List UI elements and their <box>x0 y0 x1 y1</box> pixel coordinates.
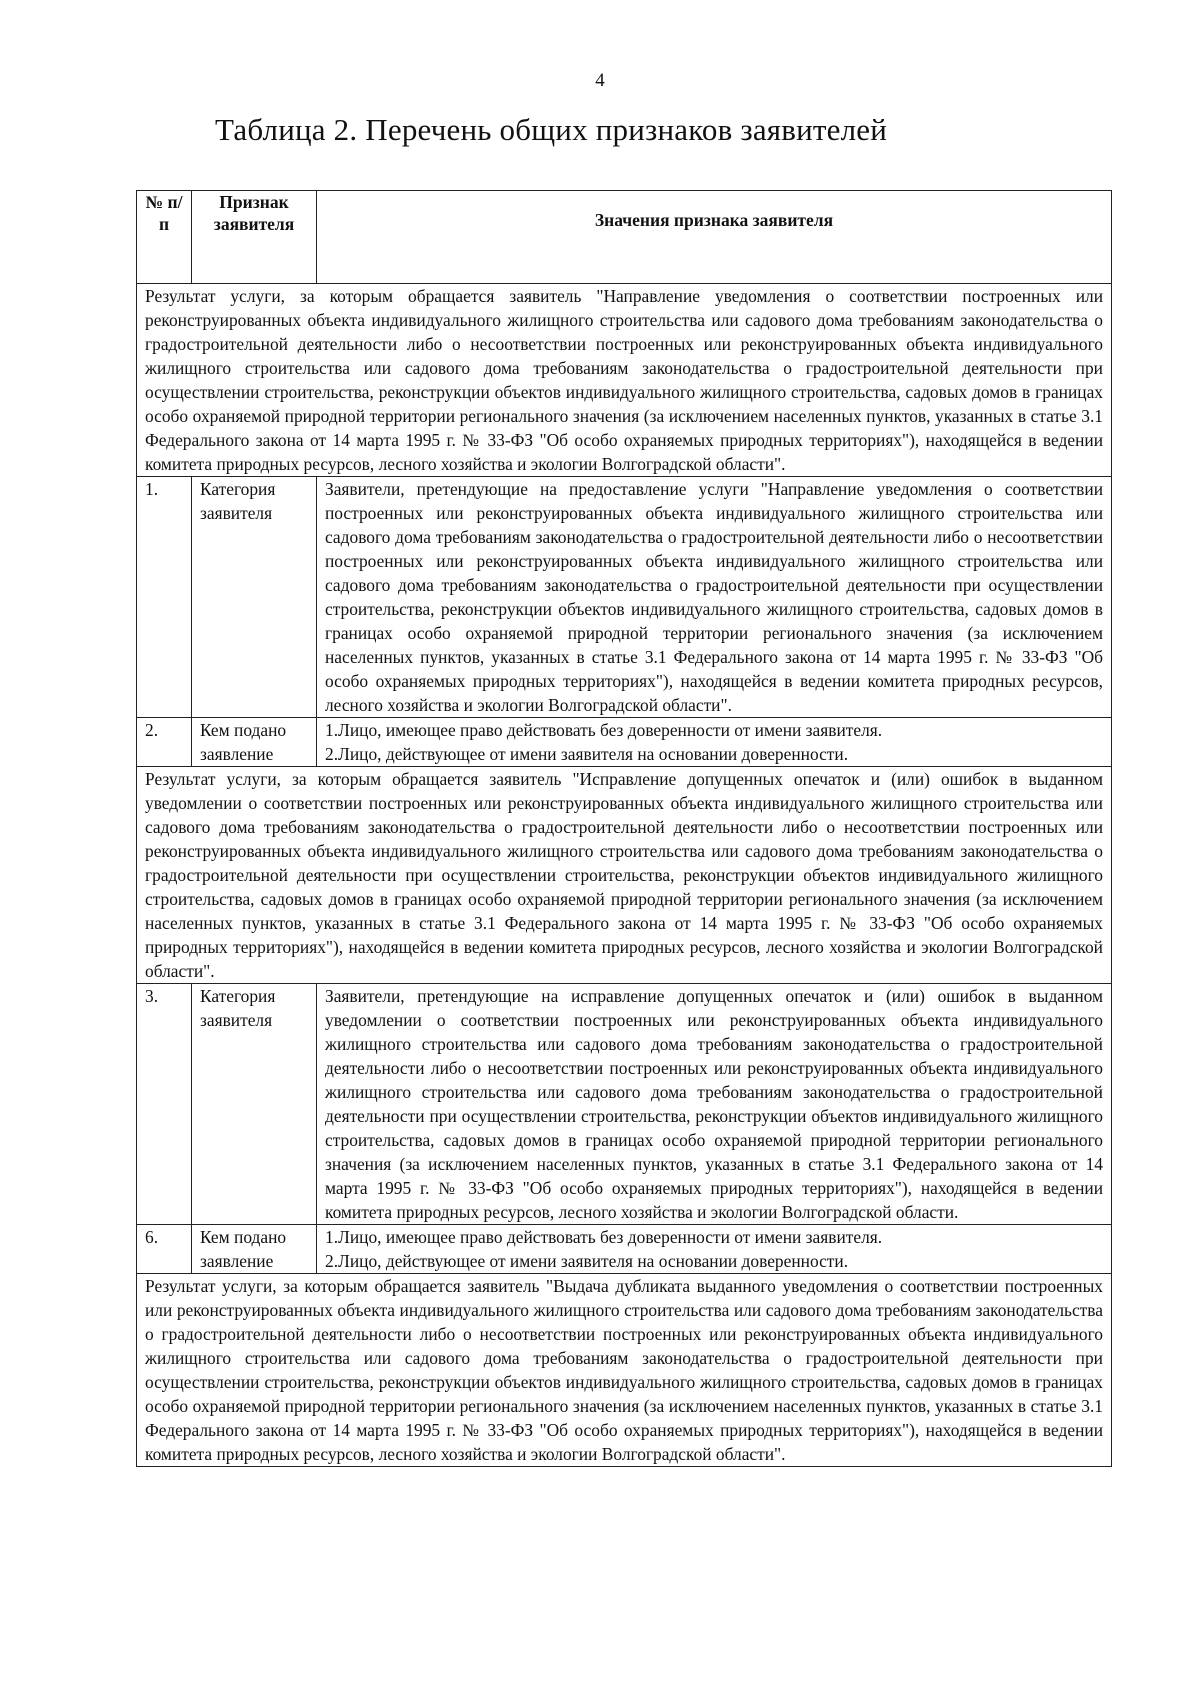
row-value <box>317 718 1112 767</box>
row-value-line: 2.Лицо, действующее от имени заявителя на основании доверенности. <box>325 744 849 764</box>
row-value <box>317 984 1112 1225</box>
table-row <box>137 477 1112 718</box>
section-result-text: Результат услуги, за которым обращается заявитель "Выдача дубликата выданного уведомления о соответствии построенных или реконструированных объекта индивидуального жилищного строительства или садового дома требованиям законодательства о градостроительной деятельности либо о несоответствии построенных или реконструированных объекта индивидуального жилищного строительства или садового дома требованиям законодательства о градостроительной деятельности при осуществлении строительства, реконструкции объектов индивидуального жилищного строительства, садовых домов в границах особо охраняемой природной территории регионального значения (за исключением населенных пунктов, указанных в статье 3.1 Федерального закона от 14 марта 1995 г. № 33-ФЗ "Об особо охраняемых природных территориях"), находящейся в ведении комитета природных ресурсов, лесного хозяйства и экологии Волгоградской области". <box>137 1274 1112 1467</box>
table-row <box>137 984 1112 1225</box>
page-number: 4 <box>595 70 605 91</box>
row-num: 6. <box>137 1225 192 1274</box>
applicant-attributes-table <box>136 190 1112 1467</box>
table-header-row <box>137 191 1112 284</box>
row-value-line: Заявители, претендующие на исправление допущенных опечаток и (или) ошибок в выданном уведомлении о соответствии построенных или реконструированных объекта индивидуального жилищного строительства или садового дома требованиям законодательства о градостроительной деятельности либо о несоответствии построенных или реконструированных объекта индивидуального жилищного строительства или садового дома требованиям законодательства о градостроительной деятельности при осуществлении строительства, реконструкции объектов индивидуального жилищного строительства, садовых домов в границах особо охраняемой природной территории регионального значения (за исключением населенных пунктов, указанных в статье 3.1 Федерального закона от 14 марта 1995 г. № 33-ФЗ "Об особо охраняемых природных территориях"), находящейся в ведении комитета природных ресурсов, лесного хозяйства и экологии Волгоградской области. <box>325 986 1103 1222</box>
row-num: 1. <box>137 477 192 718</box>
row-value-line: 1.Лицо, имеющее право действовать без доверенности от имени заявителя. <box>325 720 883 740</box>
header-num: № п/п <box>137 191 192 284</box>
section-result-text: Результат услуги, за которым обращается заявитель "Направление уведомления о соответствии построенных или реконструированных объекта индивидуального жилищного строительства или садового дома требованиям законодательства о градостроительной деятельности либо о несоответствии построенных или реконструированных объекта индивидуального жилищного строительства или садового дома требованиям законодательства о градостроительной деятельности при осуществлении строительства, реконструкции объектов индивидуального жилищного строительства, садовых домов в границах особо охраняемой природной территории регионального значения (за исключением населенных пунктов, указанных в статье 3.1 Федерального закона от 14 марта 1995 г. № 33-ФЗ "Об особо охраняемых природных территориях"), находящейся в ведении комитета природных ресурсов, лесного хозяйства и экологии Волгоградской области". <box>137 284 1112 477</box>
row-num: 3. <box>137 984 192 1225</box>
row-value-line: 1.Лицо, имеющее право действовать без доверенности от имени заявителя. <box>325 1227 883 1247</box>
row-num: 2. <box>137 718 192 767</box>
section-result-text: Результат услуги, за которым обращается заявитель "Исправление допущенных опечаток и (или) ошибок в выданном уведомлении о соответствии построенных или реконструированных объекта индивидуального жилищного строительства или садового дома требованиям законодательства о градостроительной деятельности либо о несоответствии построенных или реконструированных объекта индивидуального жилищного строительства или садового дома требованиям законодательства о градостроительной деятельности при осуществлении строительства, реконструкции объектов индивидуального жилищного строительства, садовых домов в границах особо охраняемой природной территории регионального значения (за исключением населенных пунктов, указанных в статье 3.1 Федерального закона от 14 марта 1995 г. № 33-ФЗ "Об особо охраняемых природных территориях"), находящейся в ведении комитета природных ресурсов, лесного хозяйства и экологии Волгоградской области". <box>137 767 1112 984</box>
row-attribute: Кем подано заявление <box>192 1225 317 1274</box>
section-row <box>137 284 1112 477</box>
row-attribute: Категория заявителя <box>192 477 317 718</box>
row-attribute: Категория заявителя <box>192 984 317 1225</box>
row-value <box>317 1225 1112 1274</box>
page-title: Таблица 2. Перечень общих признаков заявителей <box>215 112 887 147</box>
section-row <box>137 767 1112 984</box>
row-value-line: Заявители, претендующие на предоставление услуги "Направление уведомления о соответствии построенных или реконструированных объекта индивидуального жилищного строительства или садового дома требованиям законодательства о градостроительной деятельности либо о несоответствии построенных или реконструированных объекта индивидуального жилищного строительства или садового дома требованиям законодательства о градостроительной деятельности при осуществлении строительства, реконструкции объектов индивидуального жилищного строительства, садовых домов в границах особо охраняемой природной территории регионального значения (за исключением населенных пунктов, указанных в статье 3.1 Федерального закона от 14 марта 1995 г. № 33-ФЗ "Об особо охраняемых природных территориях"), находящейся в ведении комитета природных ресурсов, лесного хозяйства и экологии Волгоградской области". <box>325 479 1103 715</box>
table-body <box>137 284 1112 1467</box>
table-row <box>137 718 1112 767</box>
table-row <box>137 1225 1112 1274</box>
section-row <box>137 1274 1112 1467</box>
header-value: Значения признака заявителя <box>317 191 1112 284</box>
row-value <box>317 477 1112 718</box>
header-attribute: Признак заявителя <box>192 191 317 284</box>
row-attribute: Кем подано заявление <box>192 718 317 767</box>
row-value-line: 2.Лицо, действующее от имени заявителя на основании доверенности. <box>325 1251 849 1271</box>
